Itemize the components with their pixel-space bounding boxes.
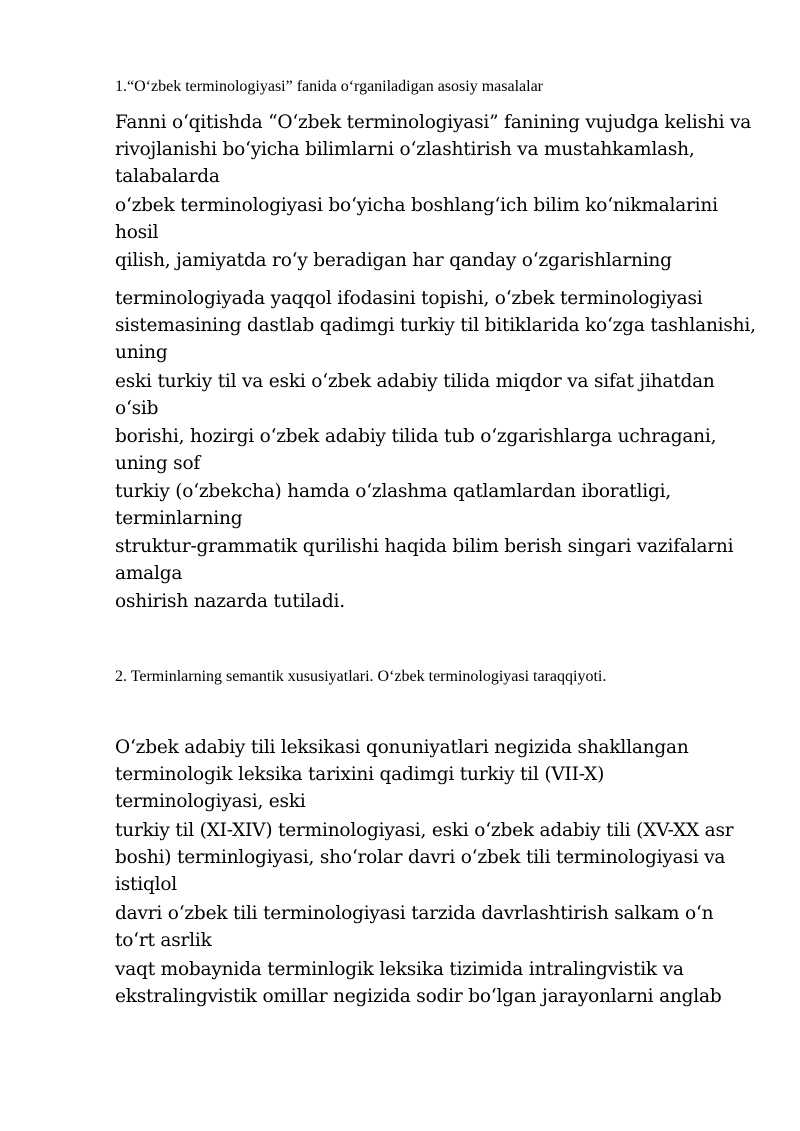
paragraph-line: O‘zbek adabiy tili leksikasi qonuniyatlari negizida shakllangan <box>115 737 689 758</box>
paragraph-line: talabalarda <box>115 166 220 187</box>
paragraph-line: turkiy til (XI-XIV) terminologiyasi, eski o‘zbek adabiy tili (XV-XX asr <box>115 820 734 841</box>
paragraph-line: terminologik leksika tarixini qadimgi turkiy til (VII-X) <box>115 764 605 785</box>
paragraph-line: to‘rt asrlik <box>115 930 212 951</box>
paragraph-line: amalga <box>115 563 183 584</box>
paragraph-line: oshirish nazarda tutiladi. <box>115 591 345 612</box>
paragraph-line: terminologiyasi, eski <box>115 791 306 812</box>
paragraph-line: qilish, jamiyatda ro‘y beradigan har qanday o‘zgarishlarning <box>115 250 672 271</box>
section-1-heading: 1.“O‘zbek terminologiyasi” fanida o‘rganiladigan asosiy masalalar <box>115 78 543 95</box>
paragraph-line: terminologiyada yaqqol ifodasini topishi, o‘zbek terminologiyasi <box>115 288 703 309</box>
paragraph-line: turkiy (o‘zbekcha) hamda o‘zlashma qatlamlardan iboratligi, <box>115 481 671 502</box>
paragraph-line: terminlarning <box>115 508 243 529</box>
paragraph-line: struktur-grammatik qurilishi haqida bilim berish singari vazifalarni <box>115 536 734 557</box>
paragraph-line: sistemasining dastlab qadimgi turkiy til bitiklarida ko‘zga tashlanishi, <box>115 315 756 336</box>
paragraph-line: uning sof <box>115 453 201 474</box>
paragraph-line: hosil <box>115 222 159 243</box>
paragraph-line: boshi) terminlogiyasi, sho‘rolar davri o‘zbek tili terminologiyasi va <box>115 847 726 868</box>
paragraph-line: rivojlanishi bo‘yicha bilimlarni o‘zlashtirish va mustahkamlash, <box>115 139 695 160</box>
paragraph-line: uning <box>115 342 168 363</box>
paragraph-line: borishi, hozirgi o‘zbek adabiy tilida tub o‘zgarishlarga uchragani, <box>115 426 717 447</box>
paragraph-line: ekstralingvistik omillar negizida sodir bo‘lgan jarayonlarni anglab <box>115 986 722 1007</box>
section-2-heading: 2. Terminlarning semantik xususiyatlari. O‘zbek terminologiyasi taraqqiyoti. <box>115 668 607 685</box>
paragraph-line: Fanni o‘qitishda “O‘zbek terminologiyasi” fanining vujudga kelishi va <box>115 112 752 133</box>
paragraph-line: eski turkiy til va eski o‘zbek adabiy tilida miqdor va sifat jihatdan <box>115 371 715 392</box>
paragraph-line: istiqlol <box>115 874 177 895</box>
paragraph-line: davri o‘zbek tili terminologiyasi tarzida davrlashtirish salkam o‘n <box>115 903 714 924</box>
paragraph-line: o‘sib <box>115 398 159 419</box>
paragraph-line: vaqt mobaynida terminlogik leksika tizimida intralingvistik va <box>115 959 684 980</box>
paragraph-line: o‘zbek terminologiyasi bo‘yicha boshlang‘ich bilim ko‘nikmalarini <box>115 195 718 216</box>
